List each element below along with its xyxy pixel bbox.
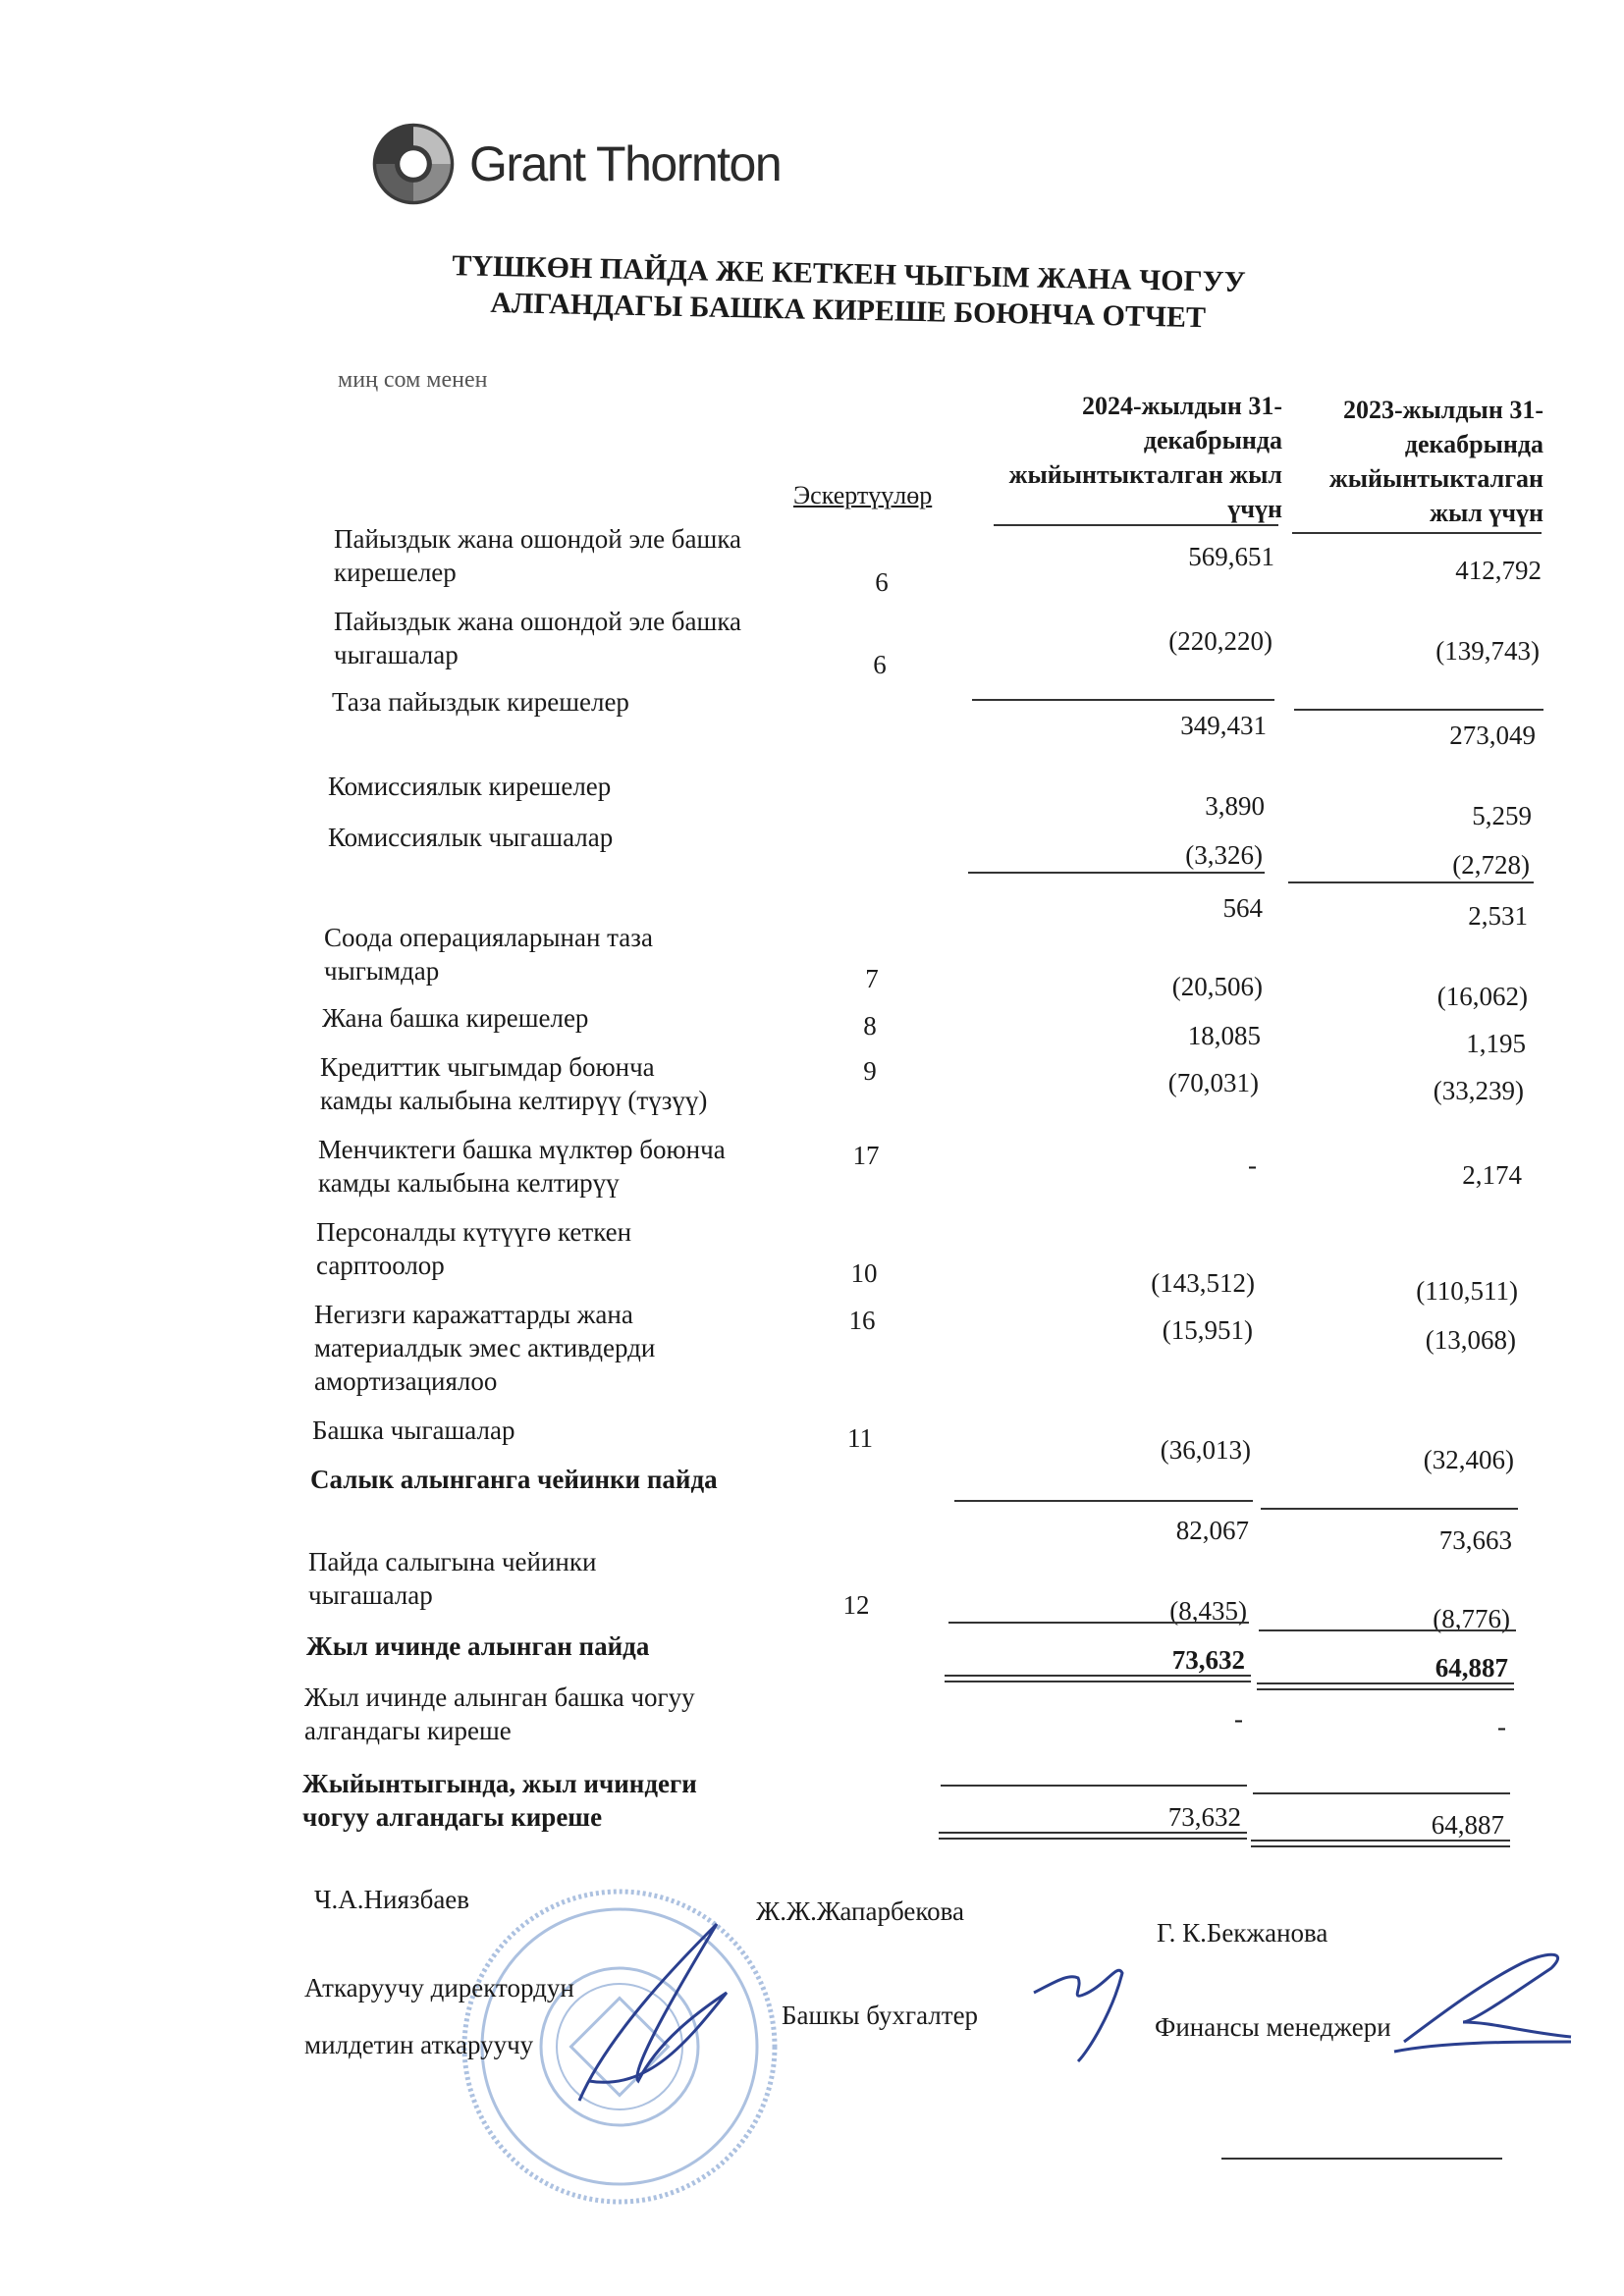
row-note: 10 xyxy=(850,1258,878,1288)
row-label: Пайыздык жана ошондой эле башка чыгашалар xyxy=(334,607,742,669)
row-value-2024: 73,632 xyxy=(1167,1802,1241,1832)
total-double-line-2024 xyxy=(939,1832,1247,1840)
row-value-2024: 569,651 xyxy=(1188,542,1274,571)
row-label: Комиссиялык кирешелер xyxy=(328,772,612,801)
row-value-2023: 5,259 xyxy=(1472,801,1532,830)
unit-label: миң сом менен xyxy=(338,367,488,393)
column-header-2023: 2023-жылдын 31-декабрында жыйынтыкталган жыл үчүн xyxy=(1328,396,1543,527)
row-value-2023: (16,062) xyxy=(1436,982,1528,1011)
row-label: Жыйынтыгында, жыл ичиндеги чогуу алгандагы киреше xyxy=(302,1769,697,1832)
row-label: Башка чыгашалар xyxy=(312,1415,515,1445)
row-value-2024: (8,435) xyxy=(1169,1596,1247,1626)
row-note: 6 xyxy=(873,650,887,679)
total-double-line-2024 xyxy=(945,1675,1251,1682)
signature-name-finance-manager: Г. К.Бекжанова xyxy=(1157,1918,1328,1948)
row-value-2023: (13,068) xyxy=(1425,1325,1516,1355)
row-note: 17 xyxy=(852,1141,880,1170)
signature-name-director: Ч.А.Ниязбаев xyxy=(314,1885,470,1914)
total-double-line-2023 xyxy=(1251,1840,1510,1847)
logo-text: Grant Thornton xyxy=(469,136,782,191)
row-value-2023: (8,776) xyxy=(1433,1604,1510,1633)
subtotal-line-2023 xyxy=(1288,881,1534,883)
row-note: 9 xyxy=(863,1056,877,1086)
total-double-line-2023 xyxy=(1257,1682,1514,1690)
row-label: Жыл ичинде алынган башка чогуу алгандагы киреше xyxy=(304,1682,695,1745)
row-value-2023: (33,239) xyxy=(1433,1076,1524,1105)
header-underline-2024 xyxy=(994,524,1278,526)
document-title: ТҮШКӨН ПАЙДА ЖЕ КЕТКЕН ЧЫГЫМ ЖАНА ЧОГУУ АЛГАНДАГЫ БАШКА КИРЕШЕ БОЮНЧА ОТЧЕТ xyxy=(452,249,1246,335)
row-value-2024: (220,220) xyxy=(1168,626,1272,656)
row-value-2023: 73,663 xyxy=(1438,1525,1512,1555)
row-value-2024: 73,632 xyxy=(1171,1645,1245,1675)
signature-title-finance-manager: Финансы менеджери xyxy=(1155,2012,1391,2042)
row-value-2024: (36,013) xyxy=(1160,1435,1251,1465)
subtotal-line-2023 xyxy=(1259,1629,1516,1631)
row-value-2023: 64,887 xyxy=(1431,1810,1504,1840)
row-note: 16 xyxy=(848,1306,876,1335)
row-label: Таза пайыздык кирешелер xyxy=(332,687,629,717)
row-value-2023: - xyxy=(1497,1712,1506,1741)
row-label: Жыл ичинде алынган пайда xyxy=(306,1631,650,1661)
signature-scribble-finance-manager xyxy=(1375,1944,1581,2061)
row-value-2024: 82,067 xyxy=(1175,1516,1249,1545)
row-value-2024: (143,512) xyxy=(1151,1268,1255,1298)
row-value-2024: - xyxy=(1234,1704,1243,1734)
column-header-2024: 2024-жылдын 31-декабрында жыйынтыкталган жыл үчүн xyxy=(1008,392,1282,523)
row-value-2023: (2,728) xyxy=(1452,850,1530,880)
signature-name-accountant: Ж.Ж.Жапарбекова xyxy=(756,1896,964,1926)
row-value-2023: 273,049 xyxy=(1449,721,1536,750)
row-value-2024: - xyxy=(1248,1150,1257,1180)
row-value-2023: (110,511) xyxy=(1416,1276,1518,1306)
signature-scribble-accountant xyxy=(1029,1953,1137,2071)
company-logo xyxy=(371,122,781,206)
row-value-2024: 349,431 xyxy=(1180,711,1267,740)
row-value-2024: (70,031) xyxy=(1167,1068,1259,1097)
row-value-2023: (32,406) xyxy=(1423,1445,1514,1474)
row-note: 8 xyxy=(863,1011,877,1041)
row-label: Персоналды күтүүгө кеткен сарптоолор xyxy=(316,1217,632,1280)
subtotal-line-2023 xyxy=(1294,709,1543,711)
row-value-2024: 564 xyxy=(1222,893,1263,923)
row-label: Пайыздык жана ошондой эле башка кирешелер xyxy=(334,524,742,587)
row-value-2024: 3,890 xyxy=(1205,791,1265,821)
signature-title-accountant: Башкы бухгалтер xyxy=(782,2001,979,2030)
row-value-2023: 2,531 xyxy=(1468,901,1528,931)
grant-thornton-logo-icon xyxy=(371,122,456,206)
row-label: Негизги каражаттарды жана материалдык эмес активдерди амортизациялоо xyxy=(314,1300,656,1396)
subtotal-line-2023 xyxy=(1261,1508,1518,1510)
row-value-2023: 64,887 xyxy=(1435,1653,1508,1682)
row-label: Кредиттик чыгымдар боюнча камды калыбына келтирүү (түзүү) xyxy=(320,1052,708,1115)
subtotal-line-2024 xyxy=(948,1622,1249,1624)
row-label: Пайда салыгына чейинки чыгашалар xyxy=(308,1547,597,1610)
signature-title-director: Аткаруучу директордун милдетин аткаруучу xyxy=(304,1973,574,2059)
row-note: 12 xyxy=(842,1590,870,1620)
footer-rule xyxy=(1221,2158,1502,2160)
row-value-2023: 2,174 xyxy=(1462,1160,1522,1190)
row-label: Комиссиялык чыгашалар xyxy=(328,823,614,852)
row-value-2024: 18,085 xyxy=(1187,1021,1261,1050)
subtotal-line-2024 xyxy=(972,699,1274,701)
row-value-2024: (3,326) xyxy=(1185,840,1263,870)
row-value-2024: (20,506) xyxy=(1171,972,1263,1001)
subtotal-line-2024 xyxy=(968,872,1265,874)
row-label: Жана башка кирешелер xyxy=(322,1003,589,1033)
row-note: 6 xyxy=(875,567,889,597)
notes-column-header: Эскертүүлөр xyxy=(793,481,933,509)
row-value-2023: 1,195 xyxy=(1466,1029,1526,1058)
row-value-2023: (139,743) xyxy=(1435,636,1540,666)
row-value-2024: (15,951) xyxy=(1162,1315,1253,1345)
row-note: 7 xyxy=(865,964,879,993)
row-label: Салык алынганга чейинки пайда xyxy=(310,1465,718,1494)
row-label: Соода операцияларынан таза чыгымдар xyxy=(324,923,653,986)
subtotal-line-2024 xyxy=(941,1785,1247,1787)
subtotal-line-2024 xyxy=(954,1500,1253,1502)
row-label: Менчиктеги башка мүлктөр боюнча камды калыбына келтирүү xyxy=(318,1135,726,1198)
subtotal-line-2023 xyxy=(1253,1792,1510,1794)
row-value-2023: 412,792 xyxy=(1455,556,1542,585)
row-note: 11 xyxy=(847,1423,873,1453)
header-underline-2023 xyxy=(1292,532,1542,534)
